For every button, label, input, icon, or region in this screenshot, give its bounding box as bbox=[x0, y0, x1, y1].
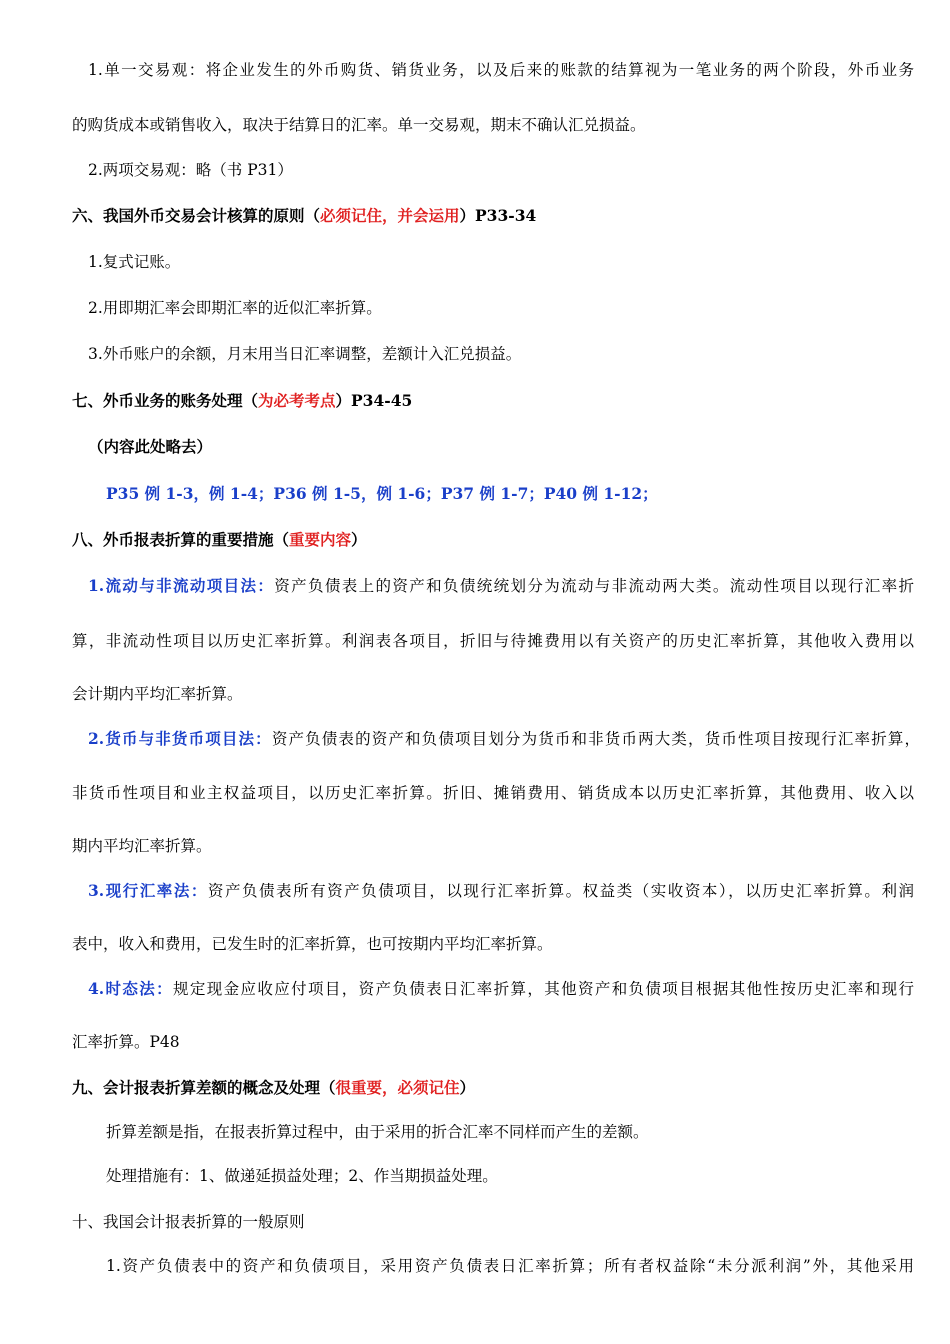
heading-section-7-pages: ）P34-45 bbox=[335, 391, 413, 410]
heading-section-6 bbox=[72, 206, 536, 226]
method-monetary-1 bbox=[88, 729, 920, 749]
heading-section-10: 十、我国会计报表折算的一般原则 bbox=[72, 1213, 305, 1231]
list-item-spot-rate: 2.用即期汇率会即期汇率的近似汇率折算。 bbox=[88, 299, 382, 317]
method-current-rate-text: 资产负债表所有资产负债项目，以现行汇率折算。权益类（实收资本），以历史汇率折算。利润 bbox=[207, 882, 914, 900]
method-temporal-label: 4.时态法： bbox=[88, 979, 174, 998]
method-current-rate-2: 表中，收入和费用，已发生时的汇率折算，也可按期内平均汇率折算。 bbox=[72, 935, 553, 953]
heading-section-9 bbox=[72, 1078, 475, 1098]
method-current-noncurrent-label: 1.流动与非流动项目法： bbox=[88, 576, 275, 595]
heading-section-9-text: 九、会计报表折算差额的概念及处理（ bbox=[72, 1078, 336, 1097]
method-current-noncurrent-text: 资产负债表上的资产和负债统统划分为流动与非流动两大类。流动性项目以现行汇率折 bbox=[274, 577, 914, 595]
heading-section-7 bbox=[72, 391, 412, 411]
heading-section-9-highlight: 很重要，必须记住 bbox=[335, 1078, 460, 1097]
heading-section-7-text: 七、外币业务的账务处理（ bbox=[72, 391, 259, 410]
heading-section-8-text: 八、外币报表折算的重要措施（ bbox=[72, 530, 290, 549]
heading-section-8-close: ） bbox=[351, 530, 367, 549]
paragraph-processing-methods: 处理措施有：1、做递延损益处理；2、作当期损益处理。 bbox=[106, 1167, 498, 1185]
method-current-rate-label: 3.现行汇率法： bbox=[88, 881, 208, 900]
paragraph-single-transaction-1: 1.单一交易观：将企业发生的外币购货、销货业务，以及后来的账款的结算视为一笔业务的两个阶段，外币业务 bbox=[88, 61, 914, 79]
method-temporal-1 bbox=[88, 979, 914, 999]
heading-section-7-highlight: 为必考考点 bbox=[258, 391, 336, 410]
note-content-omitted: （内容此处略去） bbox=[88, 437, 213, 456]
paragraph-translation-difference: 折算差额是指，在报表折算过程中，由于采用的折合汇率不同样而产生的差额。 bbox=[106, 1123, 649, 1141]
heading-section-8 bbox=[72, 530, 367, 550]
heading-section-6-highlight: 必须记住，并会运用 bbox=[320, 206, 460, 225]
paragraph-general-principle-1: 1.资产负债表中的资产和负债项目，采用资产负债表日汇率折算；所有者权益除“未分派利润”外，其他采用 bbox=[106, 1257, 914, 1275]
method-current-noncurrent-2: 算，非流动性项目以历史汇率折算。利润表各项目，折旧与待摊费用以有关资产的历史汇率折算，其他收入费用以 bbox=[72, 632, 914, 650]
method-current-noncurrent-3: 会计期内平均汇率折算。 bbox=[72, 685, 243, 703]
method-temporal-2: 汇率折算。P48 bbox=[72, 1033, 180, 1051]
method-current-rate-1 bbox=[88, 881, 914, 901]
example-references: P35 例 1-3，例 1-4；P36 例 1-5，例 1-6；P37 例 1-7；P40 例 1-12； bbox=[106, 484, 658, 503]
heading-section-6-pages: ）P33-34 bbox=[459, 206, 537, 225]
paragraph-single-transaction-2: 的购货成本或销售收入，取决于结算日的汇率。单一交易观，期末不确认汇兑损益。 bbox=[72, 116, 646, 134]
method-monetary-text: 资产负债表的资产和负债项目划分为货币和非货币两大类，货币性项目按现行汇率折算， bbox=[271, 730, 920, 748]
method-monetary-2: 非货币性项目和业主权益项目，以历史汇率折算。折旧、摊销费用、销货成本以历史汇率折算，其他费用、收入以 bbox=[72, 784, 914, 802]
heading-section-6-text: 六、我国外币交易会计核算的原则（ bbox=[72, 206, 321, 225]
heading-section-9-close: ） bbox=[459, 1078, 476, 1097]
list-item-double-entry: 1.复式记账。 bbox=[88, 253, 181, 271]
method-monetary-label: 2.货币与非货币项目法： bbox=[88, 729, 272, 748]
method-temporal-text: 规定现金应收应付项目，资产负债表日汇率折算，其他资产和负债项目根据其他性按历史汇率和现行 bbox=[173, 980, 914, 998]
method-monetary-3: 期内平均汇率折算。 bbox=[72, 837, 212, 855]
list-item-month-end: 3.外币账户的余额，月末用当日汇率调整，差额计入汇兑损益。 bbox=[88, 345, 522, 363]
method-current-noncurrent-1 bbox=[88, 576, 914, 596]
heading-section-8-highlight: 重要内容 bbox=[289, 530, 352, 549]
paragraph-two-transaction: 2.两项交易观：略（书 P31） bbox=[88, 161, 293, 179]
